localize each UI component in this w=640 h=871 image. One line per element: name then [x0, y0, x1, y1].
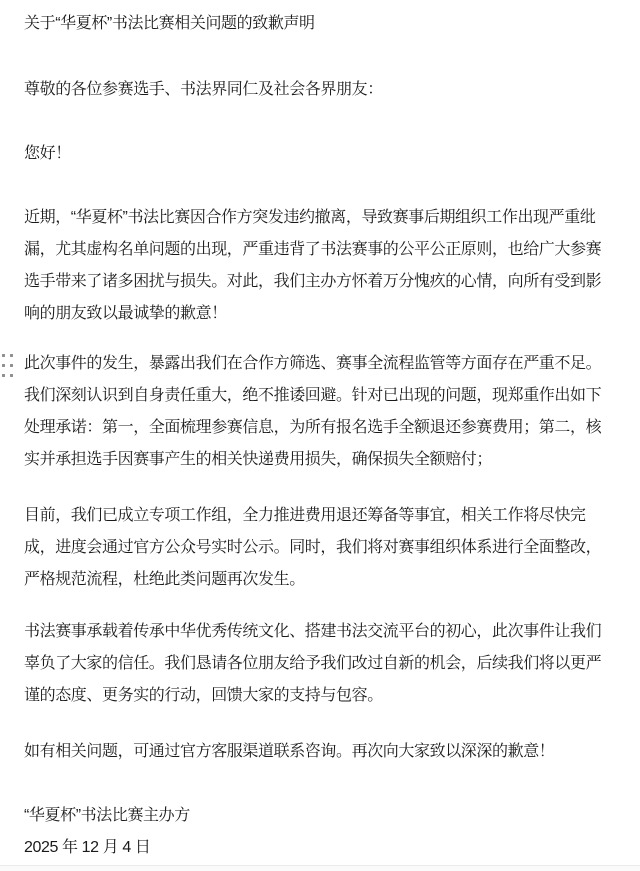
bottom-divider — [0, 865, 640, 871]
drag-handle-icon[interactable] — [2, 354, 13, 378]
date-line: 2025 年 12 月 4 日 — [24, 839, 151, 856]
paragraph-trust-appeal: 书法赛事承载着传承中华优秀传统文化、搭建书法交流平台的初心，此次事件让我们辜负了大家的信任。我们恳请各位朋友给予我们改过自新的机会，后续我们将以更严谨的态度、更务实的行动，回馈大家的支持与包容。 — [24, 623, 602, 704]
document-title: 关于“华夏杯”书法比赛相关问题的致歉声明 — [24, 15, 315, 32]
salutation-line: 尊敬的各位参赛选手、书法界同仁及社会各界朋友： — [24, 81, 383, 98]
paragraph-incident-apology: 近期，“华夏杯”书法比赛因合作方突发违约撤离，导致赛事后期组织工作出现严重纰漏，尤其虚构名单问题的出现，严重违背了书法赛事的公平公正原则，也给广大参赛选手带来了诸多困扰与损失。对此，我们主办方怀着万分愧疚的心情，向所有受到影响的朋友致以最诚挚的歉意！ — [24, 209, 602, 322]
paragraph-refund-progress: 目前，我们已成立专项工作组，全力推进费用退还筹备等事宜，相关工作将尽快完成，进度会通过官方公众号实时公示。同时，我们将对赛事组织体系进行全面整改，严格规范流程，杜绝此类问题再次发生。 — [24, 507, 602, 588]
signature-line: “华夏杯”书法比赛主办方 — [24, 807, 190, 824]
paragraph-contact-closing: 如有相关问题，可通过官方客服渠道联系咨询。再次向大家致以深深的歉意！ — [24, 743, 555, 760]
paragraph-commitments-wrap — [24, 348, 616, 476]
paragraph-commitments: 此次事件的发生，暴露出我们在合作方筛选、赛事全流程监管等方面存在严重不足。我们深刻认识到自身责任重大，绝不推诿回避。针对已出现的问题，现郑重作出如下处理承诺：第一，全面梳理参赛信息，为所有报名选手全额退还参赛费用；第二，核实并承担选手因赛事产生的相关快递费用损失，确保损失全额赔付； — [24, 355, 602, 468]
greeting-line: 您好！ — [24, 145, 71, 162]
